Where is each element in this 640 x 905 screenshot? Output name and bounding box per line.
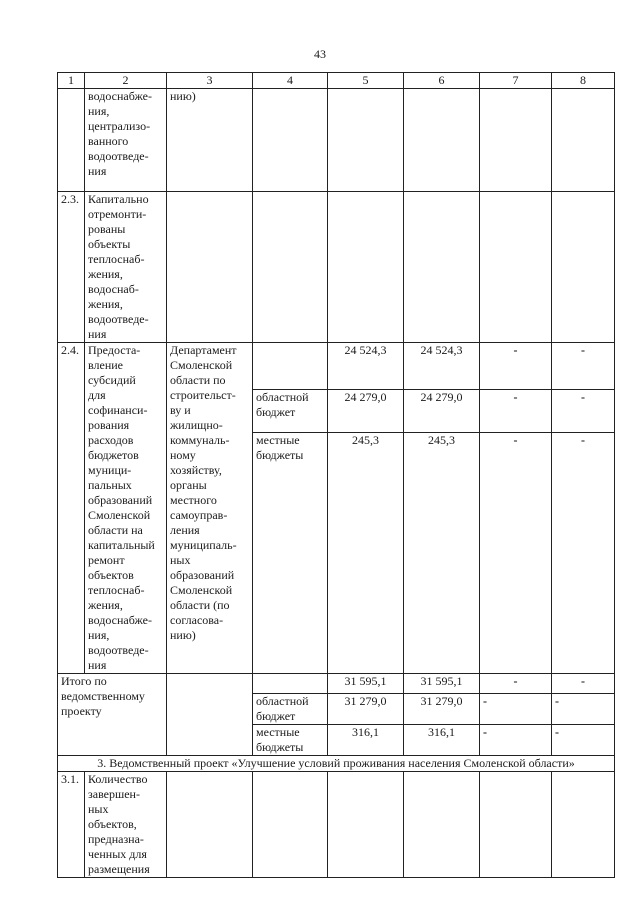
value-col7: -	[480, 674, 552, 694]
column-number: 4	[253, 73, 328, 89]
value-col8: -	[552, 343, 615, 390]
row-number: 3.1.	[58, 772, 85, 878]
row-2-3	[58, 192, 615, 343]
budget-table	[57, 72, 615, 878]
value-col8: -	[552, 694, 615, 725]
row-number	[58, 89, 85, 192]
value-col7: -	[480, 343, 552, 390]
column-number: 6	[404, 73, 480, 89]
column-numbers-row	[58, 73, 615, 89]
value-col7: -	[480, 390, 552, 432]
value-col5: 245,3	[328, 432, 404, 673]
column-number: 5	[328, 73, 404, 89]
funding-source: местные бюджеты	[253, 725, 328, 756]
value-col6: 24 524,3	[404, 343, 480, 390]
funding-source	[253, 89, 328, 192]
column-number: 7	[480, 73, 552, 89]
value-col5: 31 279,0	[328, 694, 404, 725]
value-col5: 24 279,0	[328, 390, 404, 432]
value-col8: -	[552, 725, 615, 756]
column-number: 8	[552, 73, 615, 89]
value-col6: 31 279,0	[404, 694, 480, 725]
value-col5: 31 595,1	[328, 674, 404, 694]
value-col6: 245,3	[404, 432, 480, 673]
column-number: 2	[85, 73, 167, 89]
column-number: 1	[58, 73, 85, 89]
value-col6: 316,1	[404, 725, 480, 756]
row-number: 2.3.	[58, 192, 85, 343]
value-col8: -	[552, 674, 615, 694]
value-col8: -	[552, 432, 615, 673]
activity-name: Капитально отремонти- рованы объекты теплоснаб- жения, водоснаб- жения, водоотведе- ния	[85, 192, 167, 343]
value-col5: 24 524,3	[328, 343, 404, 390]
section-3-header-row	[58, 756, 615, 772]
column-number: 3	[167, 73, 253, 89]
value-col8: -	[552, 390, 615, 432]
itogo-total-row	[58, 674, 615, 694]
activity-name: водоснабже- ния, централизо- ванного водоотведе- ния	[85, 89, 167, 192]
row-2-4-total	[58, 343, 615, 390]
funding-source	[253, 343, 328, 390]
section-title: 3. Ведомственный проект «Улучшение условий проживания населения Смоленской области»	[58, 756, 615, 772]
funding-source: областной бюджет	[253, 694, 328, 725]
activity-name: Количество завершен- ных объектов, предназна- ченных для размещения	[85, 772, 167, 878]
funding-source: областной бюджет	[253, 390, 328, 432]
itogo-label: Итого по ведомственному проекту	[58, 674, 167, 756]
funding-source: местные бюджеты	[253, 432, 328, 673]
executor: нию)	[167, 89, 253, 192]
page-number: 43	[314, 47, 326, 61]
row-number: 2.4.	[58, 343, 85, 674]
executor: Департамент Смоленской области по строительст- ву и жилищно- коммуналь- ному хозяйству, органы местного самоуправ- ления муниципаль- ных образований Смоленской области (по согласова- нию)	[167, 343, 253, 674]
value-col5: 316,1	[328, 725, 404, 756]
value-col7: -	[480, 725, 552, 756]
value-col7: -	[480, 694, 552, 725]
funding-source	[253, 674, 328, 694]
activity-name: Предоста- вление субсидий для софинанси- рования расходов бюджетов муници- пальных образований Смоленской области на капитальный ремонт объектов теплоснаб- жения, водоснабже- ния, водоотведе- ния	[85, 343, 167, 674]
value-col6: 31 595,1	[404, 674, 480, 694]
value-col7: -	[480, 432, 552, 673]
continued-row	[58, 89, 615, 192]
row-3-1	[58, 772, 615, 878]
value-col6: 24 279,0	[404, 390, 480, 432]
